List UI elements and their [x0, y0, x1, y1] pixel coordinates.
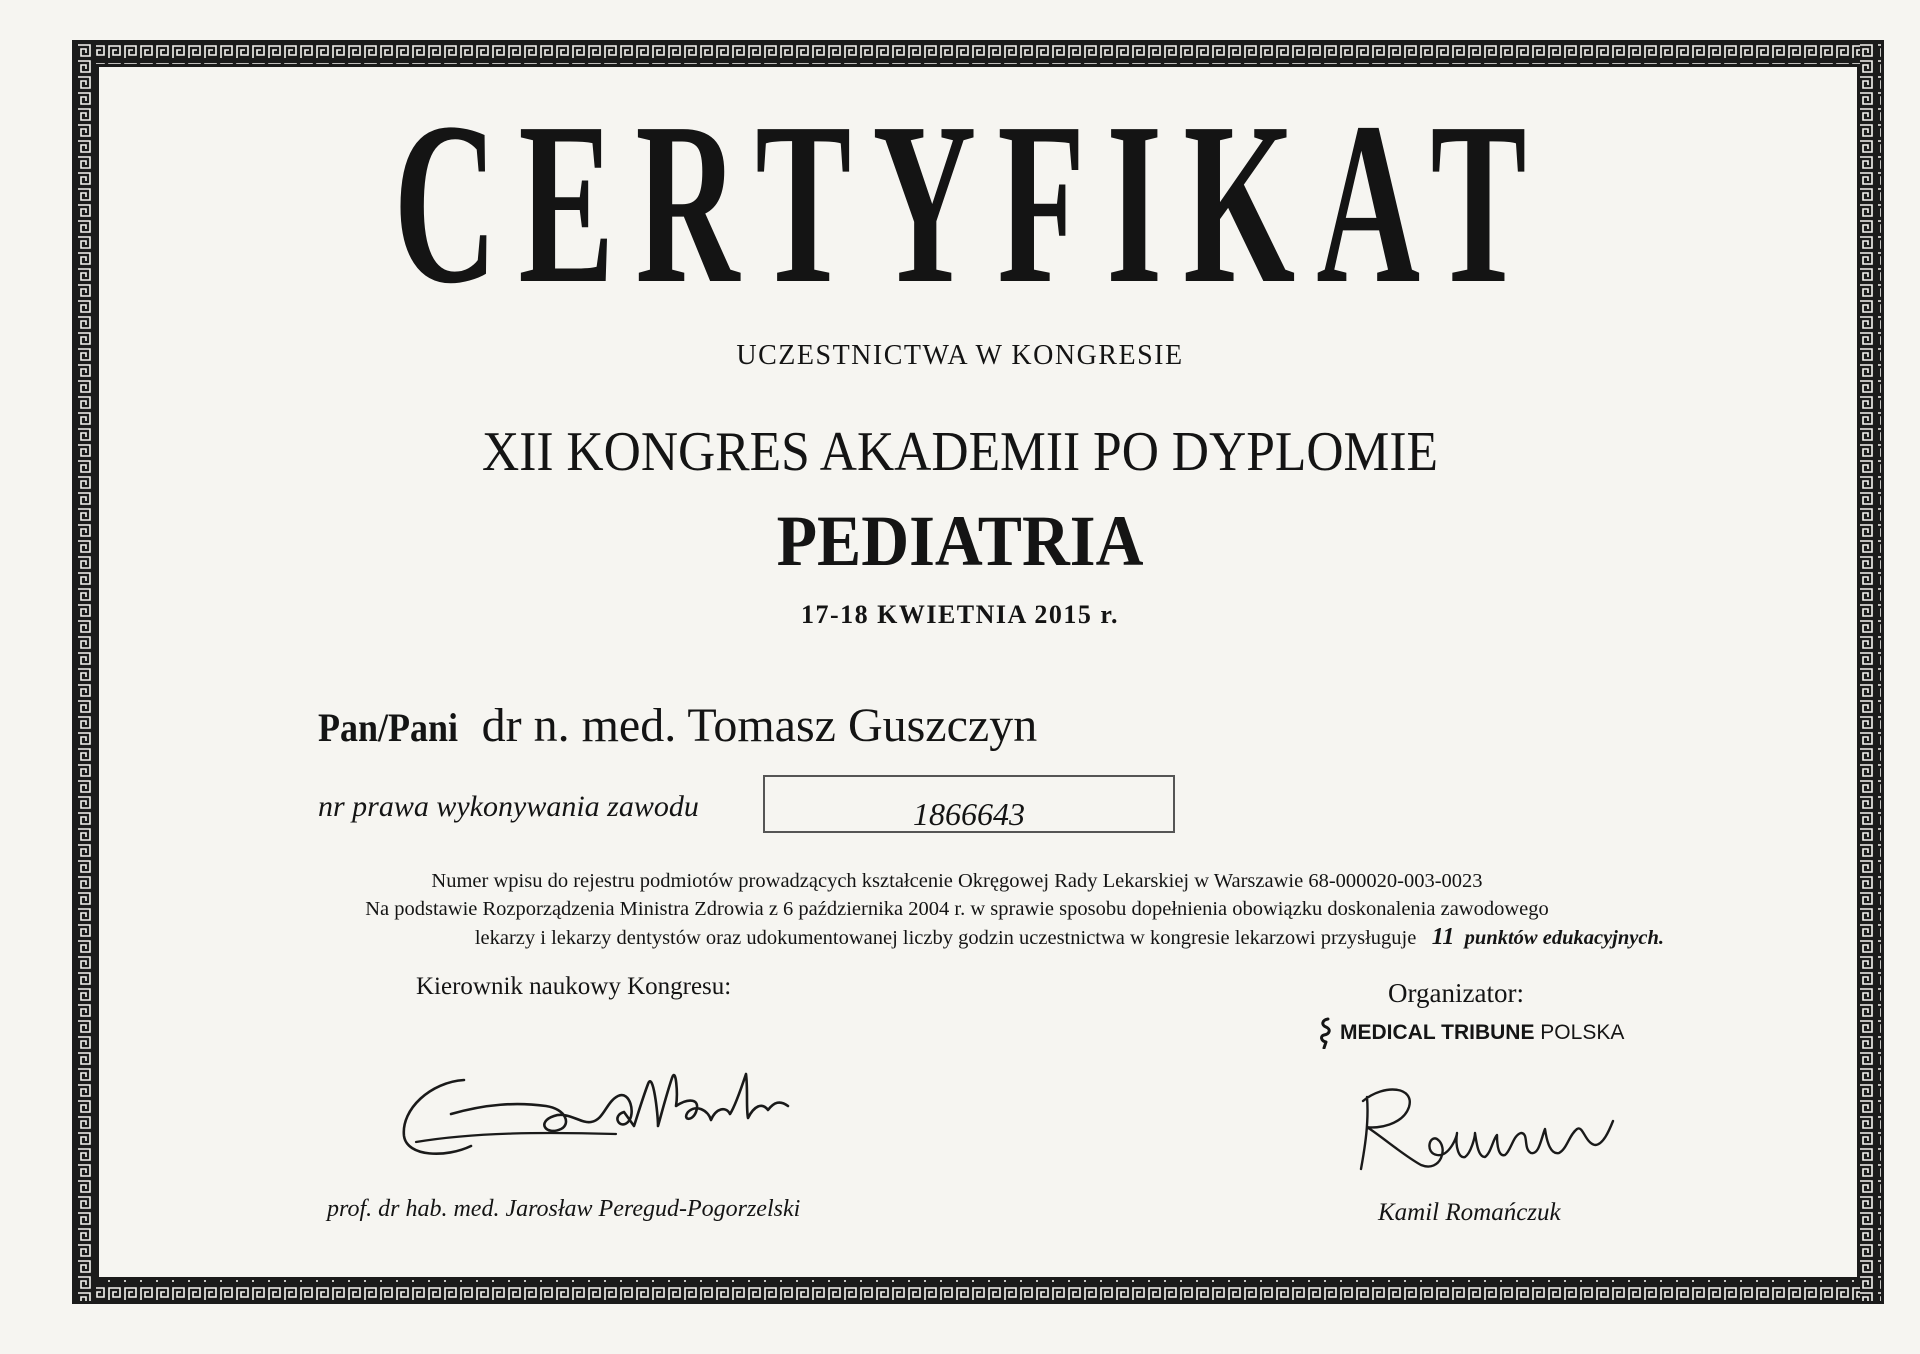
regulation-text: Na podstawie Rozporządzenia Ministra Zdrowia z 6 października 2004 r. w sprawie sposobu dopełnienia obowiązku doskonalenia zawodowego — [365, 898, 1549, 920]
certificate-subtitle: UCZESTNICTWA W KONGRESIE — [736, 340, 1184, 371]
medical-tribune-logo-icon — [1318, 1017, 1332, 1049]
organizer-label: Organizator: — [1388, 978, 1524, 1008]
organizer-logo — [1318, 1017, 1624, 1049]
congress-name: XII KONGRES AKADEMII PO DYPLOMIE — [482, 421, 1438, 483]
participant-name-prefix: Pan/Pani — [318, 705, 459, 750]
organizer-signature — [1345, 1077, 1625, 1179]
points-text-line — [300, 923, 1664, 952]
organizer-logo-bold: MEDICAL TRIBUNE — [1340, 1021, 1535, 1044]
points-label: punktów edukacyjnych. — [1464, 927, 1664, 949]
registry-text: Numer wpisu do rejestru podmiotów prowadzących kształcenie Okręgowej Rady Lekarskiej w Warszawie 68-000020-003-0023 — [431, 870, 1483, 892]
congress-dates: 17-18 KWIETNIA 2015 r. — [800, 600, 1120, 629]
congress-specialty: PEDIATRIA — [776, 501, 1144, 581]
organizer-representative-name: Kamil Romańczuk — [1378, 1199, 1561, 1226]
points-sentence: lekarzy i lekarzy dentystów oraz udokumentowanej liczby godzin uczestnictwa w kongresie lekarzowi przysługuje — [474, 927, 1417, 949]
certificate-title: CERTYFIKAT — [393, 75, 1548, 332]
scientific-director-label: Kierownik naukowy Kongresu: — [416, 973, 732, 1000]
license-number: 1866643 — [913, 796, 1025, 832]
participant-name-line — [318, 698, 1037, 753]
participant-name: dr n. med. Tomasz Guszczyn — [481, 699, 1038, 752]
license-number-label: nr prawa wykonywania zawodu — [318, 790, 699, 823]
organizer-logo-text — [1340, 1021, 1624, 1045]
organizer-logo-suffix: POLSKA — [1540, 1021, 1625, 1044]
points-value: 11 — [1431, 924, 1455, 950]
scientific-director-name: prof. dr hab. med. Jarosław Peregud-Pogorzelski — [327, 1196, 801, 1222]
scientific-director-signature — [396, 1054, 796, 1172]
